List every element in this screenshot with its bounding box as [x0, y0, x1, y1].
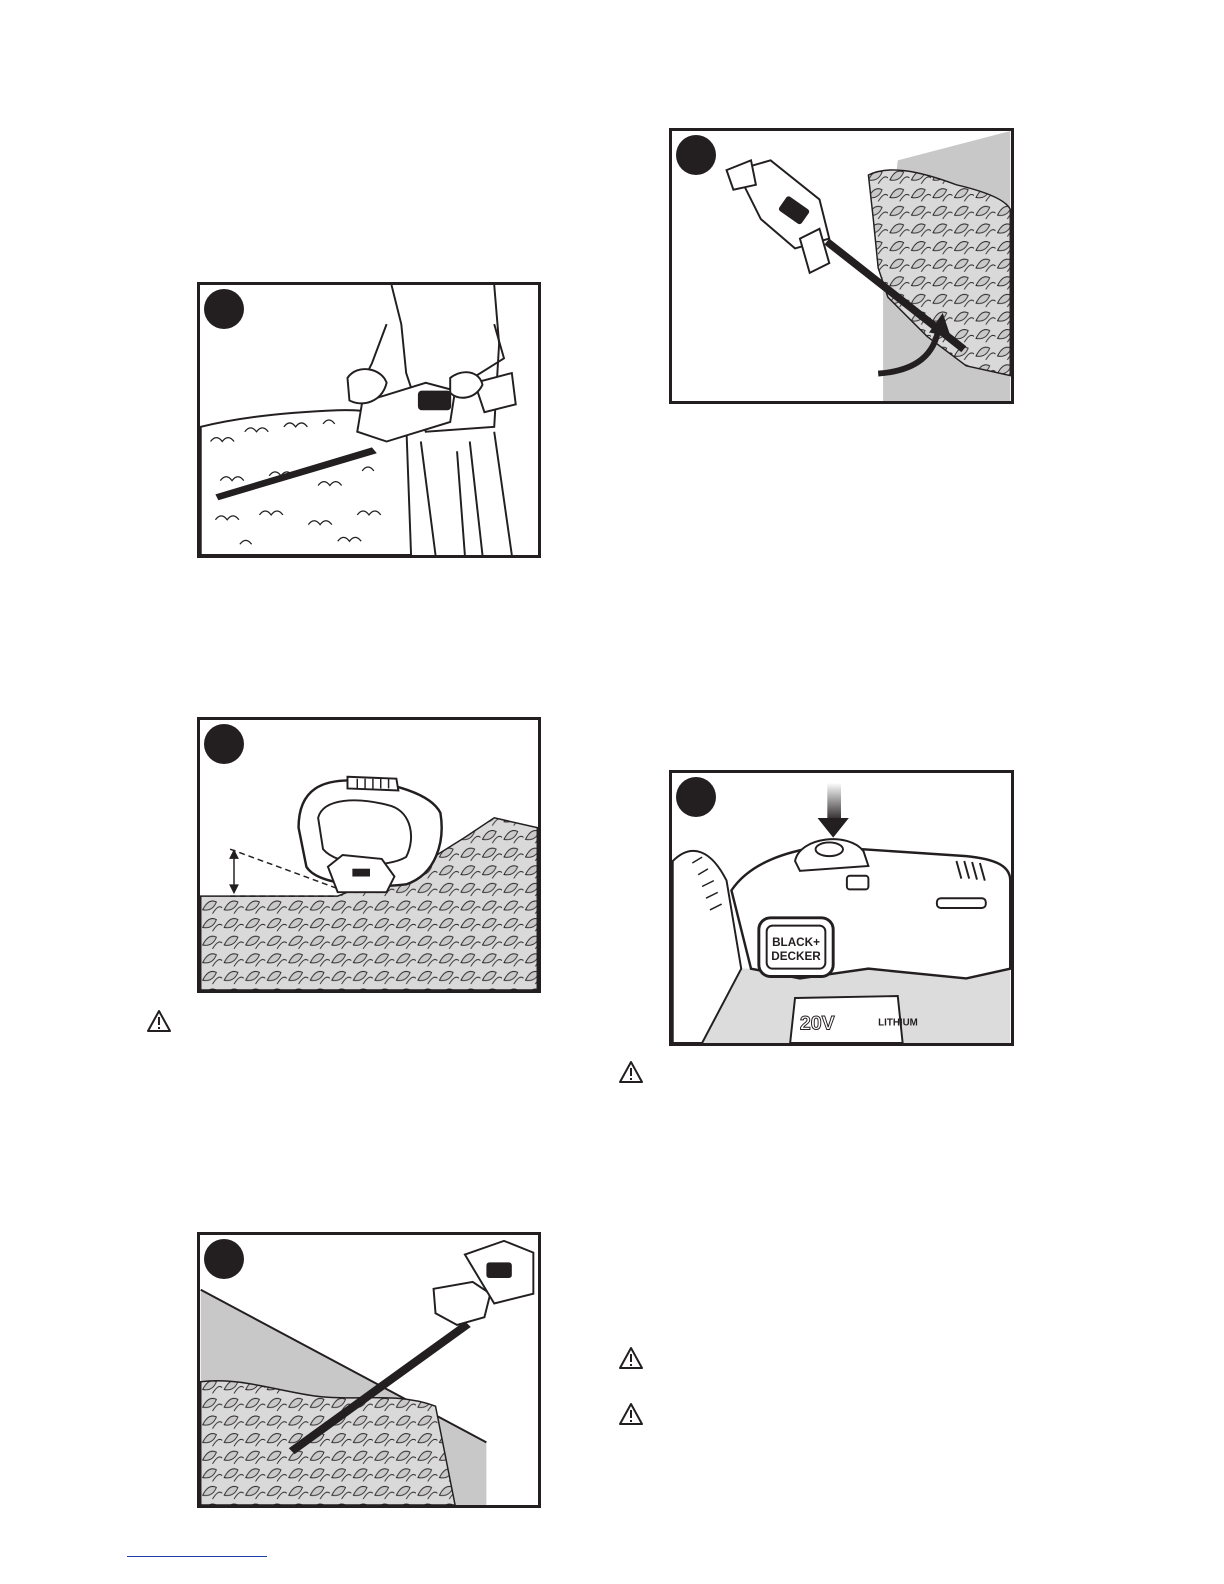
figure-number-badge: [676, 777, 716, 817]
figure-lock-off-button: [669, 770, 1014, 1046]
figure-number-badge: [676, 135, 716, 175]
figure-trimming-hedge-top: [197, 282, 541, 558]
battery-voltage-label: 20V: [799, 1012, 835, 1035]
figure-guide-line: [197, 1232, 541, 1508]
person-trimming-hedge-illustration: [200, 285, 538, 555]
lock-off-button-illustration: [672, 773, 1011, 1043]
warning-triangle-icon: [618, 1060, 644, 1084]
footer-link-rule: [127, 1556, 267, 1557]
upward-sweep-illustration: [672, 131, 1011, 401]
figure-number-badge: [204, 289, 244, 329]
figure-number-badge: [204, 724, 244, 764]
figure-cutting-angle: [197, 717, 541, 993]
string-guide-illustration: [200, 1235, 538, 1505]
blade-angle-illustration: [200, 720, 538, 990]
warning-triangle-icon: [146, 1009, 172, 1033]
battery-type-label: LITHIUM: [878, 1017, 918, 1029]
warning-triangle-icon: [618, 1346, 644, 1370]
figure-trimming-hedge-side: [669, 128, 1014, 404]
brand-logo-line-1: BLACK+: [772, 936, 820, 950]
figure-number-badge: [204, 1239, 244, 1279]
brand-logo-line-2: DECKER: [771, 949, 821, 963]
warning-triangle-icon: [618, 1402, 644, 1426]
